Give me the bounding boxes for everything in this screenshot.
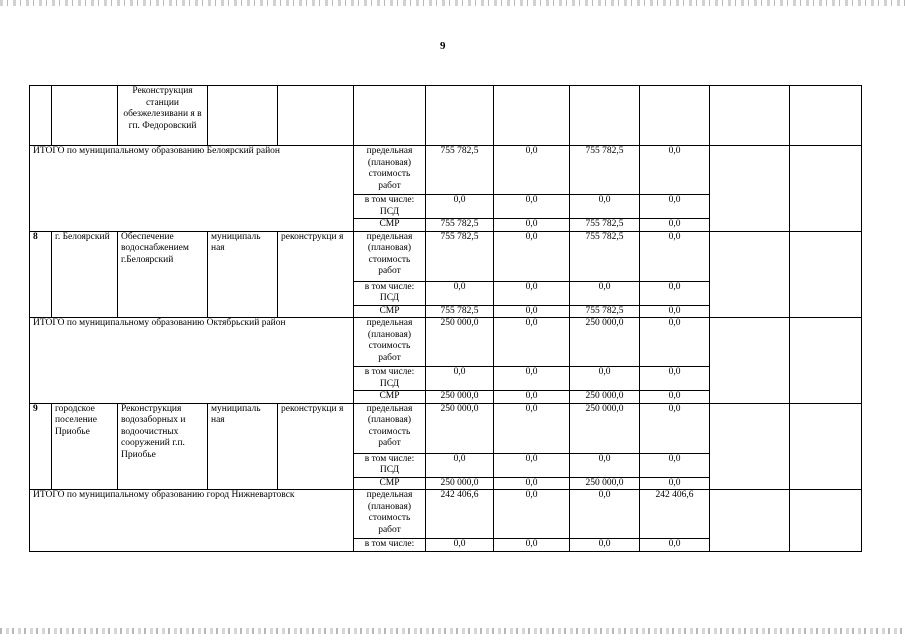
territory: г. Белоярский (52, 231, 118, 318)
work-type: реконструкци я (278, 403, 354, 490)
object-name: Реконструкция станции обезжелезивани я в гп. Федоровский (118, 86, 208, 146)
value-cell: 0,0 (426, 453, 494, 477)
total-title: ИТОГО по муниципальному образованию Октябрьский район (30, 318, 354, 404)
value-cell: 250 000,0 (426, 477, 494, 490)
value-cell: 250 000,0 (426, 391, 494, 404)
value-cell: 242 406,6 (640, 490, 710, 539)
cost-type-label: СМР (354, 219, 426, 232)
total-title: ИТОГО по муниципальному образованию город Нижневартовск (30, 490, 354, 552)
value-cell: 0,0 (640, 318, 710, 367)
cost-type-label: в том числе: ПСД (354, 195, 426, 219)
table-row (30, 86, 862, 146)
value-cell: 0,0 (640, 367, 710, 391)
value-cell: 0,0 (494, 281, 570, 305)
value-cell: 0,0 (640, 195, 710, 219)
value-cell: 0,0 (494, 146, 570, 195)
row-number: 9 (30, 403, 52, 490)
table-row (30, 231, 862, 281)
value-cell: 0,0 (494, 391, 570, 404)
value-cell: 755 782,5 (426, 219, 494, 232)
value-cell: 0,0 (640, 231, 710, 281)
cost-type-label: СМР (354, 391, 426, 404)
cost-type-label: в том числе: ПСД (354, 367, 426, 391)
value-cell: 0,0 (640, 403, 710, 453)
value-cell: 0,0 (640, 281, 710, 305)
scan-edge-top (0, 0, 905, 6)
value-cell: 0,0 (570, 539, 640, 552)
value-cell: 0,0 (640, 477, 710, 490)
value-cell: 0,0 (494, 453, 570, 477)
value-cell: 0,0 (640, 391, 710, 404)
cost-type-label: предельная (плановая) стоимость работ (354, 146, 426, 195)
total-title: ИТОГО по муниципальному образованию Белоярский район (30, 146, 354, 232)
value-cell: 755 782,5 (570, 219, 640, 232)
value-cell: 0,0 (494, 367, 570, 391)
cost-type-label: в том числе: ПСД (354, 453, 426, 477)
value-cell: 755 782,5 (570, 231, 640, 281)
value-cell: 242 406,6 (426, 490, 494, 539)
value-cell: 0,0 (570, 453, 640, 477)
value-cell: 0,0 (640, 219, 710, 232)
work-type: реконструкци я (278, 231, 354, 318)
value-cell: 0,0 (494, 318, 570, 367)
value-cell: 250 000,0 (426, 403, 494, 453)
table-row (30, 318, 862, 367)
value-cell: 0,0 (494, 490, 570, 539)
value-cell: 0,0 (494, 403, 570, 453)
ownership: муниципаль ная (208, 231, 278, 318)
table-row (30, 146, 862, 195)
value-cell: 0,0 (426, 281, 494, 305)
cost-type-label: предельная (плановая) стоимость работ (354, 318, 426, 367)
page-number: 9 (440, 40, 446, 52)
cost-type-label: в том числе: ПСД (354, 281, 426, 305)
value-cell: 0,0 (426, 367, 494, 391)
table-row (30, 403, 862, 453)
value-cell: 0,0 (426, 195, 494, 219)
value-cell: 0,0 (640, 539, 710, 552)
value-cell: 250 000,0 (570, 477, 640, 490)
cost-type-label: СМР (354, 477, 426, 490)
budget-table (29, 85, 862, 552)
scan-edge-bottom (0, 628, 905, 634)
value-cell: 0,0 (494, 539, 570, 552)
value-cell: 250 000,0 (426, 318, 494, 367)
value-cell: 755 782,5 (426, 146, 494, 195)
cost-type-label: СМР (354, 305, 426, 318)
table-row (30, 490, 862, 539)
value-cell: 250 000,0 (570, 391, 640, 404)
row-number: 8 (30, 231, 52, 318)
value-cell: 0,0 (640, 453, 710, 477)
value-cell: 0,0 (494, 477, 570, 490)
cost-type-label: предельная (плановая) стоимость работ (354, 490, 426, 539)
object-name: Обеспечение водоснабжением г.Белоярский (118, 231, 208, 318)
value-cell: 0,0 (570, 195, 640, 219)
value-cell: 0,0 (494, 231, 570, 281)
cost-type-label: предельная (плановая) стоимость работ (354, 403, 426, 453)
cost-type-label: предельная (плановая) стоимость работ (354, 231, 426, 281)
value-cell: 0,0 (640, 305, 710, 318)
value-cell: 0,0 (426, 539, 494, 552)
value-cell: 755 782,5 (426, 231, 494, 281)
value-cell: 0,0 (640, 146, 710, 195)
ownership: муниципаль ная (208, 403, 278, 490)
value-cell: 0,0 (570, 490, 640, 539)
value-cell: 0,0 (494, 219, 570, 232)
value-cell: 0,0 (494, 195, 570, 219)
value-cell: 0,0 (570, 281, 640, 305)
value-cell: 250 000,0 (570, 318, 640, 367)
value-cell: 0,0 (570, 367, 640, 391)
value-cell: 755 782,5 (426, 305, 494, 318)
object-name: Реконструкция водозаборных и водоочистных сооружений г.п. Приобье (118, 403, 208, 490)
value-cell: 755 782,5 (570, 305, 640, 318)
value-cell: 0,0 (494, 305, 570, 318)
territory: городское поселение Приобье (52, 403, 118, 490)
cost-type-label: в том числе: (354, 539, 426, 552)
value-cell: 250 000,0 (570, 403, 640, 453)
value-cell: 755 782,5 (570, 146, 640, 195)
